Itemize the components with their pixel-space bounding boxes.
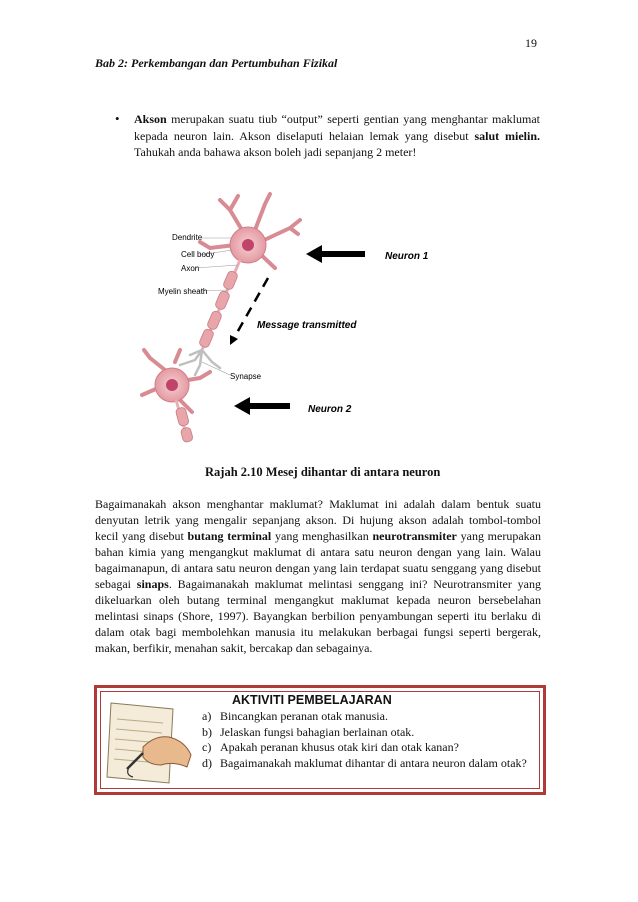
term-akson: Akson (134, 112, 167, 126)
term-neurotransmiter: neurotransmiter (372, 529, 457, 543)
neuron-2-nucleus (166, 379, 178, 391)
item-key: a) (202, 709, 212, 723)
activity-item (202, 740, 532, 756)
para-text-2: yang menghasilkan (271, 529, 373, 543)
term-butang-terminal: butang terminal (187, 529, 272, 543)
axon-terminals (180, 350, 220, 375)
bullet-text-1: merupakan suatu tiub “output” seperti gentian yang menghantar maklumat kepada neuron lain. Akson diselaputi (134, 112, 540, 143)
arrow-neuron-2 (234, 397, 290, 415)
item-key: c) (202, 740, 212, 754)
label-synapse: Synapse (230, 372, 262, 381)
label-dendrite: Dendrite (172, 233, 203, 242)
writing-hand-icon (103, 695, 195, 789)
para-text-1: Bagaimanakah akson menghantar maklumat? Maklumat ini adalah dalam bentuk suatu denyutan letrik yang mengalir sepanjang akson. Di hujung akson adalah tombol-tombol kecil yang disebut (95, 497, 541, 543)
figure-caption: Rajah 2.10 Mesej dihantar di antara neuron (205, 465, 441, 479)
term-salut-mielin: salut mielin. (474, 128, 540, 143)
activity-item (202, 725, 532, 741)
bullet-marker: • (115, 111, 120, 126)
label-neuron-1: Neuron 1 (385, 251, 429, 262)
bullet-text-2: Tahukah anda bahawa akson boleh jadi sepanjang 2 meter! (134, 145, 417, 159)
page-number: 19 (525, 36, 537, 50)
para-text-4: . Bagaimanakah maklumat melintasi senggang ini? Neurotransmiter yang dikeluarkan oleh butang terminal mengangkut maklumat kepada neuron bersebelahan melintasi sinaps (Shore, 1997). Bayangkan berbilion penyambungan seperti itu berlaku di dalam otak bagi membolehkan manusia itu melakukan berbagai fungsi seperti bergerak, makan, berfikir, menahan sakit, bercakap dan sebagainya. (95, 577, 541, 655)
arrow-neuron-1 (306, 245, 365, 263)
message-dashed-arrow (230, 278, 268, 345)
activity-item (202, 709, 532, 725)
item-key: d) (202, 755, 212, 770)
term-helaian-lemak: helaian lemak yang disebut (329, 128, 469, 143)
label-cell-body: Cell body (181, 250, 215, 259)
neuron-1-nucleus (242, 239, 254, 251)
label-axon: Axon (181, 264, 200, 273)
neuron-figure (140, 190, 440, 455)
bullet-paragraph (134, 111, 540, 161)
item-text: Bagaimanakah maklumat dihantar di antara neuron dalam otak? (220, 755, 527, 770)
chapter-header: Bab 2: Perkembangan dan Pertumbuhan Fizikal (95, 56, 338, 70)
activity-item (202, 756, 532, 772)
label-myelin-sheath: Myelin sheath (158, 287, 208, 296)
item-text: Apakah peranan khusus otak kiri dan otak kanan? (220, 740, 459, 754)
body-paragraph (95, 496, 541, 656)
label-message-transmitted: Message transmitted (257, 320, 357, 331)
para-text-3: yang merupakan bahan kimia yang mengangkut maklumat di antara satu neuron dengan yang lain. Walau bagaimanapun, di antara satu neuron dengan yang lain terdapat suatu senggang yang disebut sebagai (95, 529, 541, 591)
item-text: Bincangkan peranan otak manusia. (220, 709, 388, 723)
term-sinaps: sinaps (136, 577, 169, 591)
item-key: b) (202, 724, 212, 739)
activity-title: AKTIVITI PEMBELAJARAN (232, 693, 392, 707)
item-text: Jelaskan fungsi bahagian berlainan otak. (220, 724, 415, 739)
label-neuron-2: Neuron 2 (308, 404, 352, 415)
activity-list (202, 709, 532, 771)
neuron-1-axon (198, 260, 240, 350)
